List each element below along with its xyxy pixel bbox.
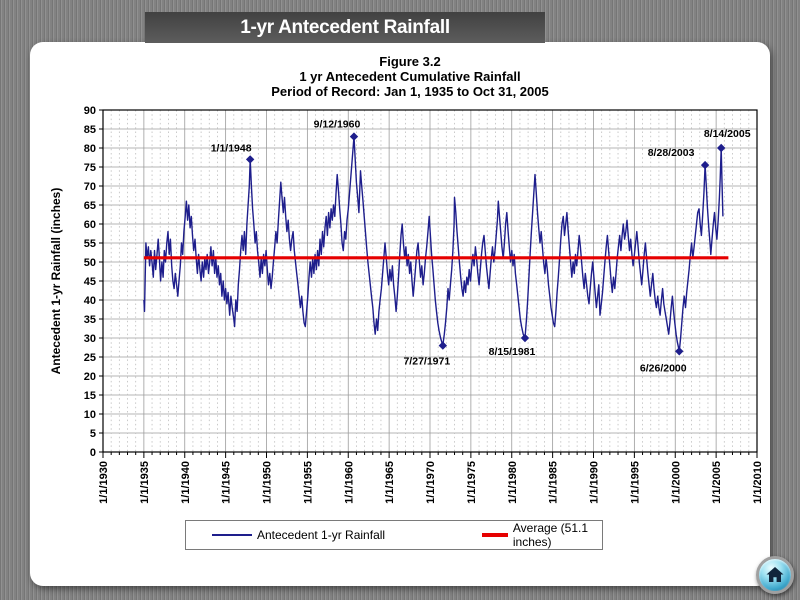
legend <box>185 520 603 550</box>
y-axis-title: Antecedent 1-yr Rainfall (inches) <box>49 187 63 375</box>
y-tick-label: 15 <box>83 390 96 402</box>
x-tick-label: 1/1/1990 <box>588 461 601 504</box>
x-tick-label: 1/1/1995 <box>629 461 642 504</box>
annotation-label: 8/14/2005 <box>703 128 751 140</box>
x-tick-label: 1/1/1930 <box>98 461 110 504</box>
x-tick-label: 1/1/1945 <box>220 461 233 504</box>
annotation-label: 9/12/1960 <box>313 118 361 131</box>
extreme-marker <box>439 341 447 349</box>
chart-title: 1 yr Antecedent Cumulative Rainfall <box>299 69 521 84</box>
y-tick-label: 25 <box>83 352 96 364</box>
y-tick-label: 0 <box>89 447 96 459</box>
x-tick-label: 1/1/2005 <box>711 461 724 504</box>
y-tick-label: 90 <box>83 105 96 117</box>
slide <box>30 42 770 586</box>
home-icon <box>765 565 785 585</box>
annotation-label: 6/26/2000 <box>639 362 687 375</box>
y-tick-label: 20 <box>83 371 96 383</box>
figure-number: Figure 3.2 <box>379 54 441 69</box>
annotation-label: 8/15/1981 <box>488 346 536 358</box>
x-tick-label: 1/1/1970 <box>425 461 437 504</box>
axes <box>84 105 764 504</box>
x-tick-label: 1/1/1985 <box>547 461 560 504</box>
y-tick-label: 70 <box>83 181 96 193</box>
average-line-swatch <box>482 533 508 537</box>
x-tick-label: 1/1/1940 <box>179 461 192 504</box>
x-tick-label: 1/1/1935 <box>138 461 151 504</box>
annotation-label: 7/27/1971 <box>403 355 451 368</box>
x-tick-label: 1/1/1965 <box>384 461 397 504</box>
x-tick-label: 1/1/2000 <box>670 461 683 504</box>
legend-item-rainfall <box>212 521 385 549</box>
slide-header-banner <box>145 12 545 43</box>
annotation-label: 1/1/1948 <box>210 142 252 155</box>
y-tick-label: 65 <box>83 200 96 212</box>
y-tick-label: 80 <box>83 143 96 155</box>
x-tick-label: 1/1/1960 <box>343 461 356 504</box>
legend-label-rainfall: Antecedent 1-yr Rainfall <box>257 528 386 542</box>
annotation-label: 8/28/2003 <box>647 147 695 160</box>
header-title: 1-yr Antecedent Rainfall <box>240 16 450 38</box>
y-tick-label: 40 <box>83 295 96 307</box>
x-tick-label: 1/1/1955 <box>302 461 315 504</box>
y-tick-label: 85 <box>83 124 96 136</box>
period-of-record: Period of Record: Jan 1, 1935 to Oct 31, 2005 <box>271 84 549 99</box>
x-tick-label: 1/1/2010 <box>752 461 764 504</box>
x-tick-label: 1/1/1975 <box>465 461 478 504</box>
y-tick-label: 75 <box>83 162 96 174</box>
legend-item-average <box>482 521 602 549</box>
legend-label-average: Average (51.1 inches) <box>512 521 589 549</box>
extreme-marker <box>675 347 683 355</box>
chart-titles <box>90 54 730 99</box>
y-tick-label: 50 <box>83 257 96 269</box>
extreme-marker <box>246 155 254 163</box>
x-tick-label: 1/1/1950 <box>261 461 274 504</box>
y-tick-label: 35 <box>83 314 96 326</box>
y-tick-label: 10 <box>83 409 96 421</box>
y-tick-label: 45 <box>83 276 96 288</box>
rainfall-chart <box>30 42 770 586</box>
home-button[interactable] <box>756 556 794 594</box>
x-tick-label: 1/1/1980 <box>506 461 519 504</box>
y-tick-label: 30 <box>83 333 96 345</box>
rainfall-line-swatch <box>212 534 252 536</box>
y-tick-label: 60 <box>83 219 96 231</box>
y-tick-label: 55 <box>83 238 96 250</box>
extreme-marker <box>350 132 358 140</box>
y-tick-label: 5 <box>89 428 96 440</box>
